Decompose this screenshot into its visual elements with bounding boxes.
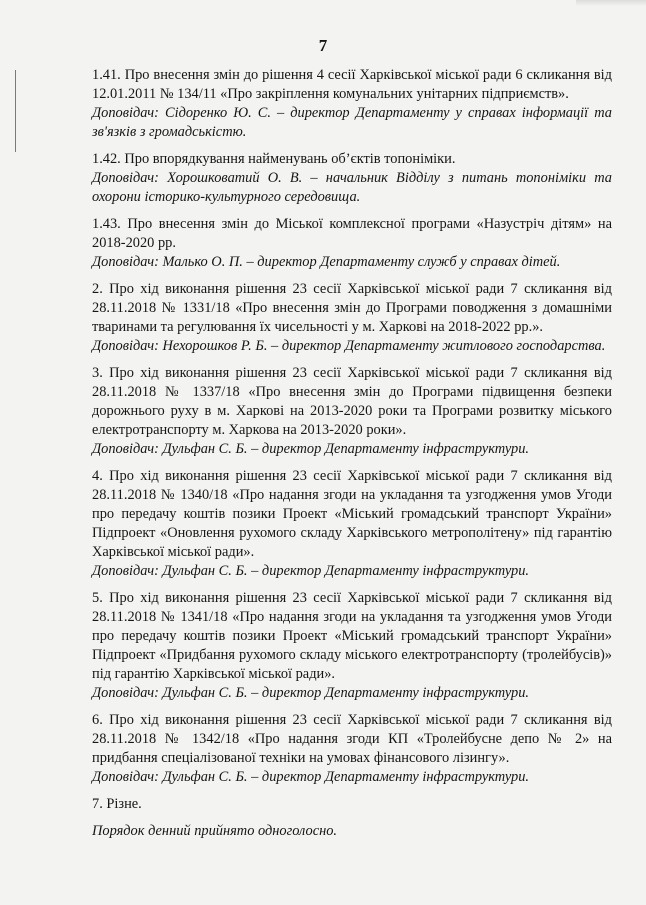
agenda-item-6: [92, 711, 612, 787]
agenda-item-1-41: [92, 66, 612, 142]
item-text: 1.42. Про впорядкування найменувань об’єктів топоніміки.: [92, 151, 456, 167]
agenda-item-1-43: [92, 215, 612, 272]
item-text: 6. Про хід виконання рішення 23 сесії Харківської міської ради 7 скликання від 28.11.2018 № 1342/18 «Про надання згоди КП «Тролейбусне депо № 2» на придбання спеціалізованої техніки на умовах фінансового лізингу».: [92, 712, 612, 766]
item-speaker: Доповідач: Нехорошков Р. Б. – директор Департаменту житлового господарства.: [92, 338, 606, 354]
item-speaker: Доповідач: Дульфан С. Б. – директор Департаменту інфраструктури.: [92, 685, 530, 701]
item-speaker: Доповідач: Сідоренко Ю. С. – директор Департаменту у справах інформації та зв'язків з громадськістю.: [92, 105, 612, 140]
item-text: 1.41. Про внесення змін до рішення 4 сесії Харківської міської ради 6 скликання від 12.01.2011 № 134/11 «Про закріплення комунальних унітарних підприємств».: [92, 67, 612, 102]
agenda-item-5: [92, 589, 612, 703]
item-text: 1.43. Про внесення змін до Міської комплексної програми «Назустріч дітям» на 2018-2020 рр.: [92, 216, 612, 251]
agenda-item-4: [92, 467, 612, 581]
item-speaker: Доповідач: Дульфан С. Б. – директор Департаменту інфраструктури.: [92, 769, 530, 785]
agenda-item-3: [92, 364, 612, 459]
item-speaker: Доповідач: Дульфан С. Б. – директор Департаменту інфраструктури.: [92, 441, 530, 457]
agenda-item-7: [92, 795, 612, 814]
scan-margin-line: [15, 70, 16, 152]
scan-corner-shade: [576, 0, 646, 6]
page-number: 7: [318, 36, 328, 55]
item-speaker: Доповідач: Малько О. П. – директор Департаменту служб у справах дітей.: [92, 254, 561, 270]
agenda-item-1-42: [92, 150, 612, 207]
closing-note: Порядок денний прийнято одноголосно.: [92, 823, 338, 839]
item-speaker: Доповідач: Хорошковатий О. В. – начальник Відділу з питань топоніміки та охорони історико-культурного середовища.: [92, 170, 612, 205]
agenda-content: [92, 66, 612, 855]
item-text: 7. Різне.: [92, 796, 142, 812]
item-text: 5. Про хід виконання рішення 23 сесії Харківської міської ради 7 скликання від 28.11.2018 № 1341/18 «Про надання згоди на укладання та узгодження умов Угоди про передачу коштів позики Проект «Міський громадський транспорт України» Підпроект «Придбання рухомого складу міського електротранспорту (тролейбусів)» під гарантію Харківської міської ради».: [92, 590, 612, 682]
item-text: 4. Про хід виконання рішення 23 сесії Харківської міської ради 7 скликання від 28.11.2018 № 1340/18 «Про надання згоди на укладання та узгодження умов Угоди про передачу коштів позики Проект «Міський громадський транспорт України» Підпроект «Оновлення рухомого складу Харківського метрополітену» під гарантію Харківської міської ради».: [92, 468, 612, 560]
item-text: 2. Про хід виконання рішення 23 сесії Харківської міської ради 7 скликання від 28.11.2018 № 1331/18 «Про внесення змін до Програми поводження з домашніми тваринами та регулювання їх чисельності у м. Харкові на 2018-2022 рр.».: [92, 281, 612, 335]
item-text: 3. Про хід виконання рішення 23 сесії Харківської міської ради 7 скликання від 28.11.2018 № 1337/18 «Про внесення змін до Програми підвищення безпеки дорожнього руху в м. Харкові на 2013-2020 роки та Програми розвитку міського електротранспорту м. Харкова на 2013-2020 роки».: [92, 365, 612, 438]
agenda-item-2: [92, 280, 612, 356]
item-speaker: Доповідач: Дульфан С. Б. – директор Департаменту інфраструктури.: [92, 563, 530, 579]
